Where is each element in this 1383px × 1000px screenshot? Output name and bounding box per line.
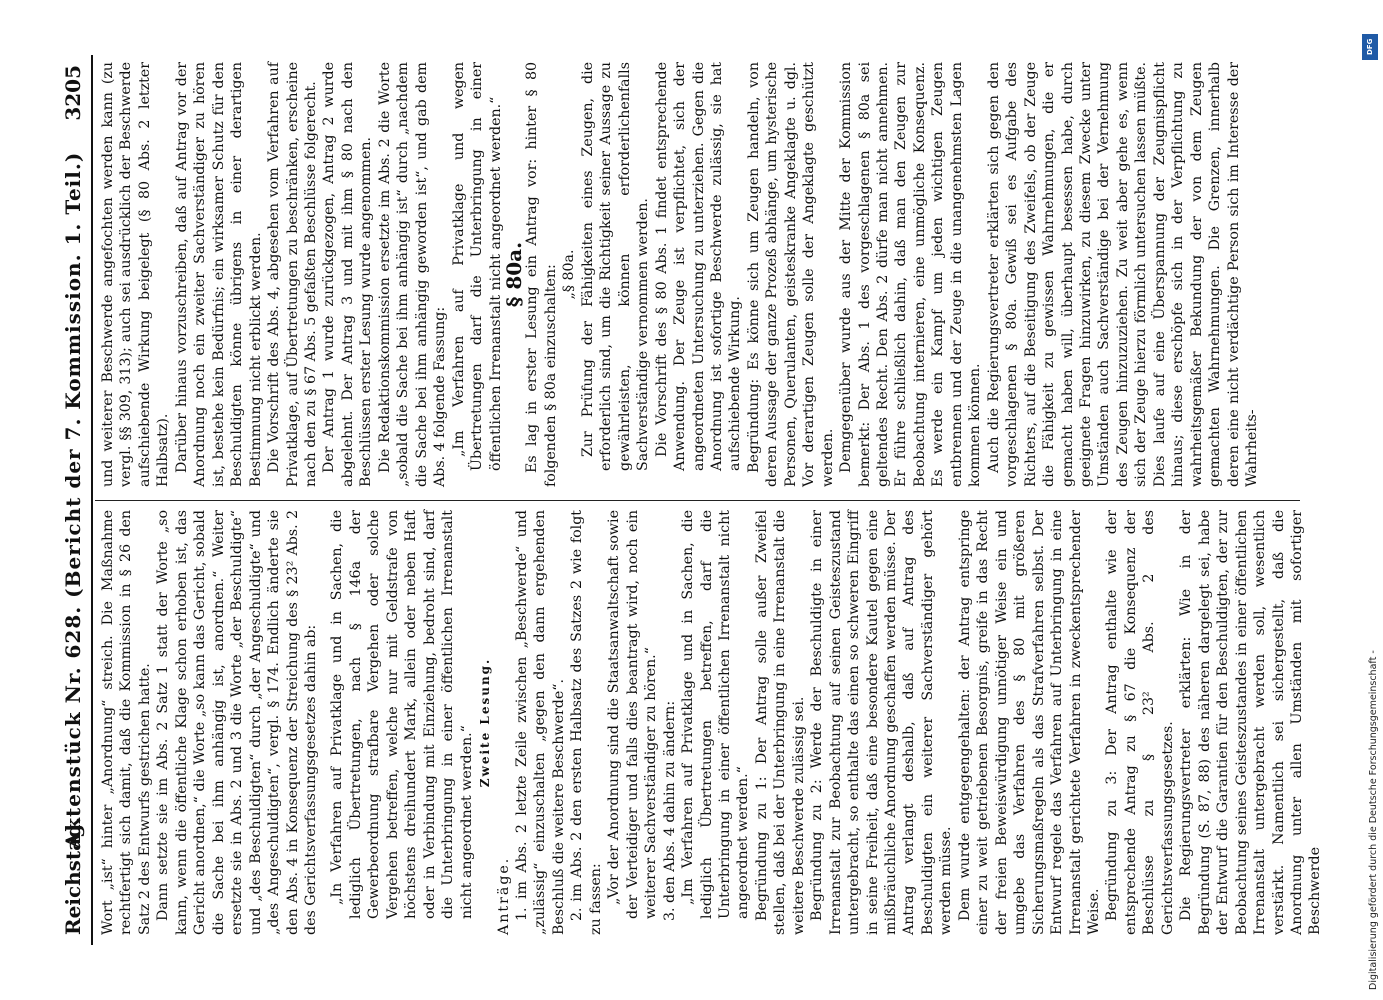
dfg-logo: DFG — [1362, 34, 1378, 60]
text-column-right — [99, 62, 1299, 487]
paragraph: Begründung zu 1: Der Antrag solle außer Zweifel stellen, daß bei der Unterbringung in eine Irrenanstalt die weitere Beschwerde zulässig sei. — [753, 510, 807, 935]
header-left: Reichstag. — [61, 816, 85, 935]
page-number: 3205 — [61, 65, 85, 121]
text-column-left — [99, 510, 1324, 935]
paragraph: Darüber hinaus vorzuschreiben, daß auf Antrag vor der Anordnung noch ein zweiter Sachverständiger zu hören ist, bestehe kein Bedürfnis; ein wirksamer Schutz für den Beschuldigten könne übrigens in einer derartigen Bestimmung nicht erblickt werden. — [173, 62, 264, 487]
page-header — [55, 55, 93, 945]
paragraph: und weiterer Beschwerde angefochten werden kann (zu vergl. §§ 309, 313); auch sei ausdrücklich der Beschwerde aufschiebende Wirkung beigelegt (§ 80 Abs. 2 letzter Halbsatz). — [100, 62, 172, 487]
paragraph: Dem wurde entgegengehalten: der Antrag entspringe einer zu weit getriebenen Besorgnis, greife in das Recht der freien Beweiswürdigung unnötiger Weise ein und umgebe das Verfahren des § 80 mit größeren Sicherungsmaßregeln als das Strafverfahren selbst. Der Entwurf regele das Verfahren auf Unterbringung in eine Irrenanstalt gerichtete Verfahren in zweckentsprechender Weise. — [956, 510, 1103, 935]
paragraph: Es lag in erster Lesung ein Antrag vor: hinter § 80 folgenden § 80a einzuschalten: — [524, 62, 559, 487]
quoted-text: Zur Prüfung der Fähigkeiten eines Zeugen, die erforderlich sind, um die Richtigkeit seiner Aussage zu gewährleisten, können erforderlichenfalls Sachverständige vernommen werden. — [579, 62, 652, 471]
quoted-text: „Vor der Anordnung sind die Staatsanwaltschaft sowie der Verteidiger und falls dies beantragt wird, noch ein weiterer Sachverständiger zu hören.“ — [606, 510, 660, 919]
rotated-page-content — [55, 55, 1325, 945]
paragraph: Dann setzte sie im Abs. 2 Satz 1 statt der Worte „so kann, wenn die öffentliche Klage schon erhoben ist, das Gericht anordnen,“ die Worte „so kann das Gericht, sobald die Sache bei ihm anhängig ist, anordnen.“ Weiter ersetzte sie in Abs. 2 und 3 die Worte „der Beschuldigte“ und „des Beschuldigten“ durch „der Angeschuldigte“ und „des Angeschuldigten“, vergl. § 174. Endlich änderte sie den Abs. 4 in Konsequenz der Streichung des § 23² Abs. 2 des Gerichtsverfassungsgesetzes dahin ab: — [155, 510, 319, 935]
paragraph: Die Regierungsvertreter erklärten: Wie in der Begründung (S. 87, 88) des näheren dargelegt sei, habe der Entwurf die Garantien für den Beschuldigten, der zur Beobachtung seines Geisteszustandes in einer öffentlichen Irrenanstalt untergebracht werden soll, wesentlich verstärkt. Namentlich sei sichergestellt, daß die Anordnung unter allen Umständen mit sofortiger Beschwerde — [1178, 510, 1324, 935]
quoted-text: Die Vorschrift des § 80 Abs. 1 findet entsprechende Anwendung. Der Zeuge ist verpflichtet, sich der angeordneten Untersuchung zu unterziehen. Gegen die Anordnung ist sofortige Beschwerde zulässig, sie hat aufschiebende Wirkung. — [653, 62, 744, 471]
motion-item: 3. den Abs. 4 dahin zu ändern: — [661, 700, 678, 921]
column-divider — [95, 500, 1300, 501]
paragraph: Demgegenüber wurde aus der Mitte der Kommission bemerkt: Der Abs. 1 des vorgeschlagenen § 80a sei geltendes Recht. Den Abs. 2 dürfe man nicht annehmen. Er führe schließlich dahin, daß man den Zeugen zur Beobachtung internieren, eine unmögliche Konsequenz. Es werde ein Kampf um jeden wichtigen Zeugen entbrennen und der Zeuge in die unangenehmsten Lagen kommen können. — [838, 62, 984, 487]
digitization-notice: Digitalisierung gefördert durch die Deutsche Forschungsgemeinschaft - — [1368, 650, 1379, 990]
paragraph: Auch die Regierungsvertreter erklärten sich gegen den vorgeschlagenen § 80a. Gewiß sei es Aufgabe des Richters, auf die Beseitigung des Zweifels, ob der Zeuge die Fähigkeit zu gewissen Wahrnehmungen, die er gemacht haben will, überhaupt besessen habe, durch geeignete Fragen hinzuwirken, zu diesem Zwecke unter Umständen auch Sachverständige bei der Vernehmung des Zeugen hinzuzuziehen. Zu weit aber gehe es, wenn sich der Zeuge hierzu förmlich untersuchen lassen müßte. Dies laufe auf eine Überspannung der Zeugnispflicht hinaus; diese erschöpfe sich in der Verpflichtung zu wahrheitsgemäßer Bekundung der von dem Zeugen gemachten Wahrnehmungen. Die Grenzen, innerhalb deren eine nicht verdächtige Person sich im Interesse der Wahrheits- — [985, 62, 1261, 487]
paragraph: Begründung zu 2: Werde der Beschuldigte in einer Irrenanstalt zur Beobachtung auf seinen Geisteszustand untergebracht, so enthalte das einen so schweren Eingriff in seine Freiheit, daß eine besondere Kautel gegen eine mißbräuchliche Anordnung geschaffen werden müsse. Der Antrag verlangt deshalb, daß auf Antrag des Beschuldigten ein weiterer Sachverständiger gehört werden müsse. — [809, 510, 955, 935]
section-heading-zweite-lesung: Zweite Lesung. — [478, 657, 493, 788]
quoted-text: „Im Verfahren auf Privatklage und in Sachen, die lediglich Übertretungen betreffen, darf die Unterbringung in einer öffentlichen Irrenanstalt nicht angeordnet werden.“ — [680, 510, 752, 919]
paragraph: Die Redaktionskommission ersetzte im Abs. 2 die Worte „sobald die Sache bei ihm anhängig ist“ durch „nachdem die Sache bei ihm anhängig geworden ist“, und gab dem Abs. 4 folgende Fassung: — [376, 62, 449, 487]
paragraph: Die Vorschrift des Abs. 4, abgesehen vom Verfahren auf Privatklage, auf Übertretungen zu beschränken, erscheine nach den zu § 67 Abs. 5 gefaßten Beschlüsse folgerecht. — [266, 62, 319, 487]
section-heading-80a: § 80a. — [501, 241, 526, 308]
quoted-text: „In Verfahren auf Privatklage und in Sachen, die lediglich Übertretungen, nach § 146a der Gewerbeordnung strafbare Vergehen oder solche Vergehen betreffen, welche nur mit Geldstrafe von höchstens dreihundert Mark, allein oder neben Haft oder in Verbindung mit Einziehung, bedroht sind, darf die Unterbringung in einer öffentlichen Irrenanstalt nicht angeordnet werden.“ — [329, 510, 475, 919]
motion-item: 2. im Abs. 2 den ersten Halbsatz des Satzes 2 wie folgt zu fassen: — [569, 510, 604, 935]
quoted-text: „Im Verfahren auf Privatklage und wegen Übertretungen darf die Unterbringung in einer öffentlichen Irrenanstalt nicht angeordnet werden.“ — [450, 62, 504, 471]
paragraph: Begründung zu 3: Der Antrag enthalte wie der entsprechende Antrag zu § 67 die Konsequenz der Beschlüsse zu § 23² Abs. 2 des Gerichtsverfassungsgesetzes. — [1104, 510, 1176, 935]
paragraph: Begründung: Es könne sich um Zeugen handeln, von deren Aussage der ganze Prozeß abhänge, um hysterische Personen, Querulanten, geisteskranke Angeklagte u. dgl. Vor derartigen Zeugen solle der Angeklagte geschützt werden. — [745, 62, 836, 487]
header-center: Aktenstück Nr. 628. (Bericht der 7. Kommission. 1. Teil.) — [61, 151, 85, 849]
subsection-label: „§ 80a. — [561, 249, 578, 300]
motion-item: 1. im Abs. 2 letzte Zeile zwischen „Beschwerde“ und „zulässig“ einzuschalten „gegen den dann ergehenden Beschluß die weitere Beschwerde“. — [513, 510, 567, 935]
paragraph: Wort „ist“ hinter „Anordnung“ streich. Die Maßnahme rechtfertigt sich damit, daß die Kommission in § 26 den Satz 2 des Entwurfs gestrichen hatte. — [100, 510, 153, 935]
paragraph: Der Antrag 1 wurde zurückgezogen, Antrag 2 wurde abgelehnt. Der Antrag 3 und mit ihm § 80 nach den Beschlüssen erster Lesung wurde angenommen. — [321, 62, 375, 487]
antraege-heading: Anträge. — [495, 856, 512, 935]
